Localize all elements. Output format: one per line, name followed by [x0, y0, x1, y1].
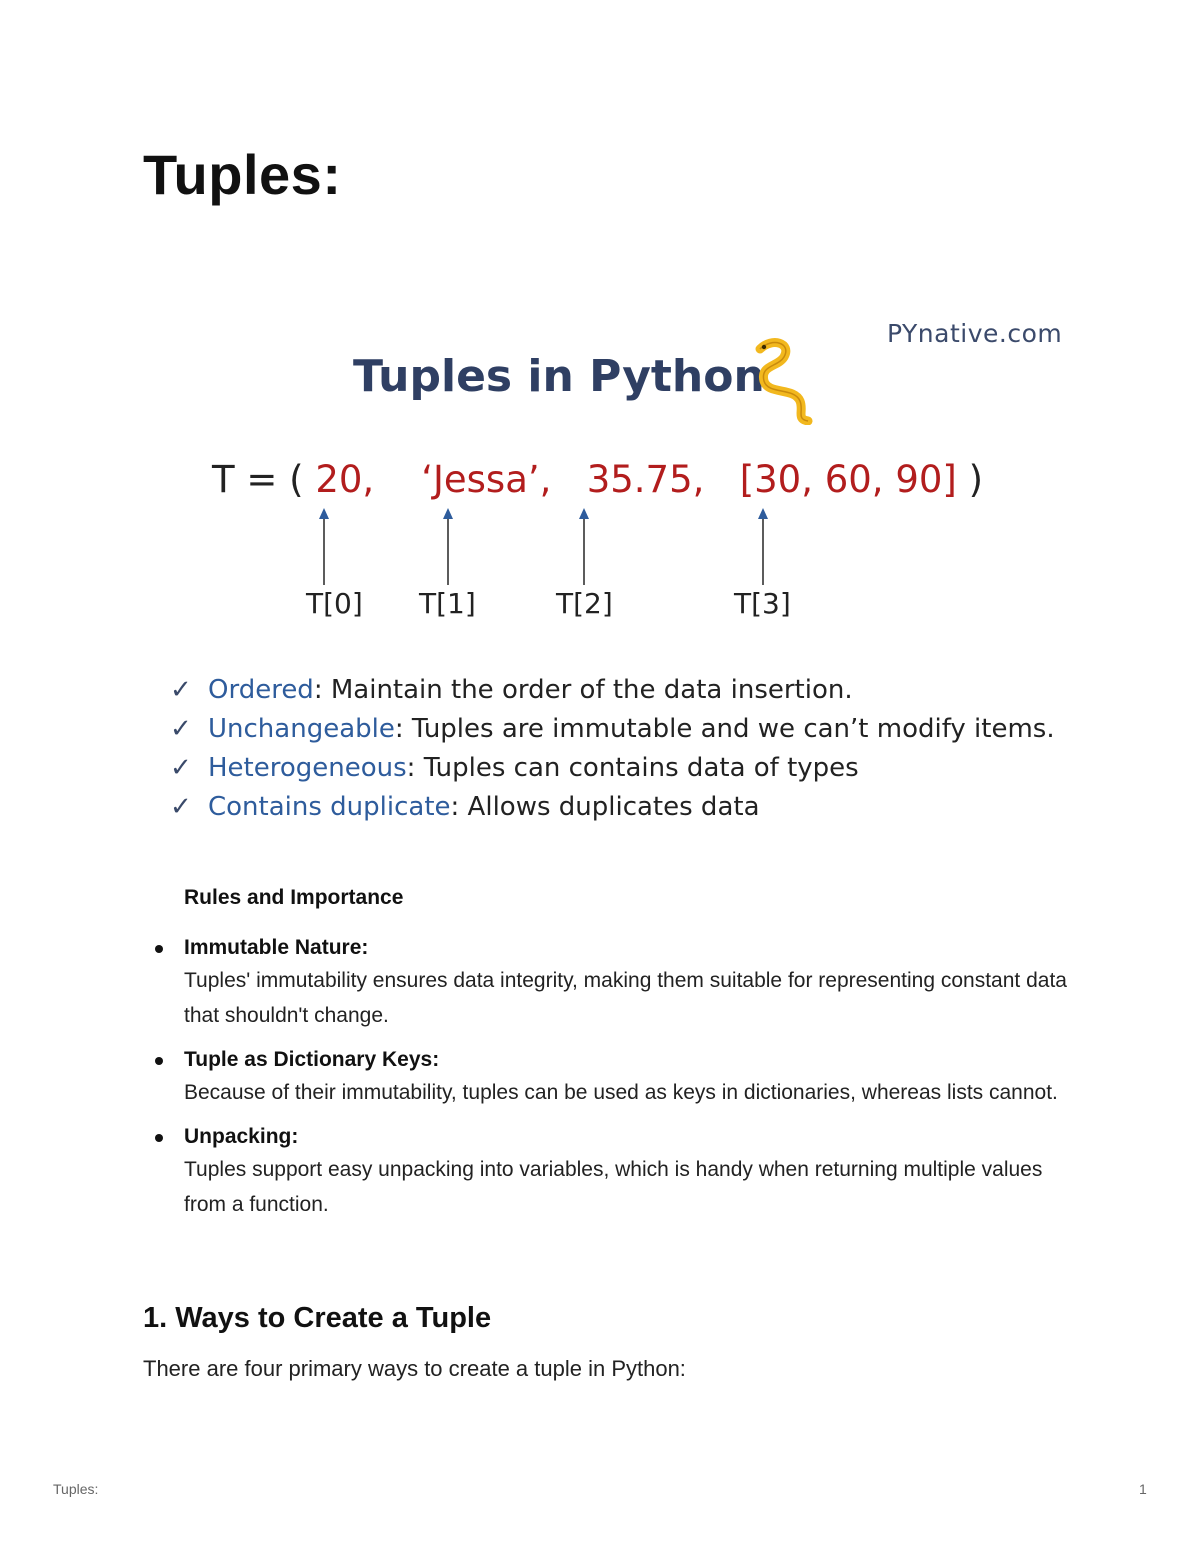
property-name: Contains duplicate — [208, 791, 451, 822]
diagram-title: Tuples in Python — [353, 351, 765, 402]
bullet-icon — [155, 1057, 163, 1065]
list-item — [184, 1122, 1084, 1222]
site-watermark: PYnative.com — [887, 319, 1063, 348]
item-title: Unpacking: — [184, 1125, 299, 1148]
page-title: Tuples: — [143, 143, 342, 206]
tuples-diagram — [160, 315, 1065, 835]
tuple-item-3: [30, 60, 90] — [739, 458, 957, 501]
page-number: 1 — [1139, 1481, 1147, 1497]
index-label-1: T[1] — [419, 587, 476, 620]
property-name: Heterogeneous — [208, 752, 407, 783]
tuple-item-0: 20, — [315, 458, 375, 501]
property-item — [170, 709, 1055, 748]
tuple-item-1: ‘Jessa’, — [421, 458, 552, 501]
list-item — [184, 933, 1084, 1033]
index-label-2: T[2] — [556, 587, 613, 620]
check-icon: ✓ — [170, 791, 192, 822]
index-label-3: T[3] — [734, 587, 791, 620]
property-list — [170, 670, 1055, 826]
tuple-item-2: 35.75, — [586, 458, 705, 501]
expression-prefix: T = ( — [212, 458, 316, 501]
property-item — [170, 787, 1055, 826]
footer-title: Tuples: — [53, 1481, 99, 1497]
rules-heading: Rules and Importance — [184, 886, 404, 909]
property-text: : Tuples are immutable and we can’t modify items. — [394, 713, 1055, 744]
bullet-icon — [155, 1134, 163, 1142]
item-title: Tuple as Dictionary Keys: — [184, 1048, 440, 1071]
property-text: : Tuples can contains data of types — [406, 752, 859, 783]
item-description: Because of their immutability, tuples can be used as keys in dictionaries, whereas lists cannot. — [184, 1081, 1058, 1104]
item-description: Tuples support easy unpacking into variables, which is handy when returning multiple values from a function. — [184, 1158, 1043, 1216]
expression-suffix: ) — [956, 458, 984, 501]
rules-list — [184, 933, 1084, 1222]
section-intro: There are four primary ways to create a tuple in Python: — [143, 1356, 686, 1381]
section-heading: 1. Ways to Create a Tuple — [143, 1302, 492, 1334]
list-item — [184, 1045, 1084, 1110]
property-name: Unchangeable — [208, 713, 395, 744]
property-item — [170, 748, 1055, 787]
check-icon: ✓ — [170, 674, 192, 705]
property-name: Ordered — [208, 674, 314, 705]
check-icon: ✓ — [170, 713, 192, 744]
property-text: : Maintain the order of the data insertion. — [313, 674, 853, 705]
bullet-icon — [155, 945, 163, 953]
property-item — [170, 670, 1055, 709]
item-title: Immutable Nature: — [184, 936, 369, 959]
property-text: : Allows duplicates data — [450, 791, 760, 822]
item-description: Tuples' immutability ensures data integrity, making them suitable for representing constant data that shouldn't change. — [184, 969, 1067, 1027]
index-label-0: T[0] — [306, 587, 363, 620]
check-icon: ✓ — [170, 752, 192, 783]
